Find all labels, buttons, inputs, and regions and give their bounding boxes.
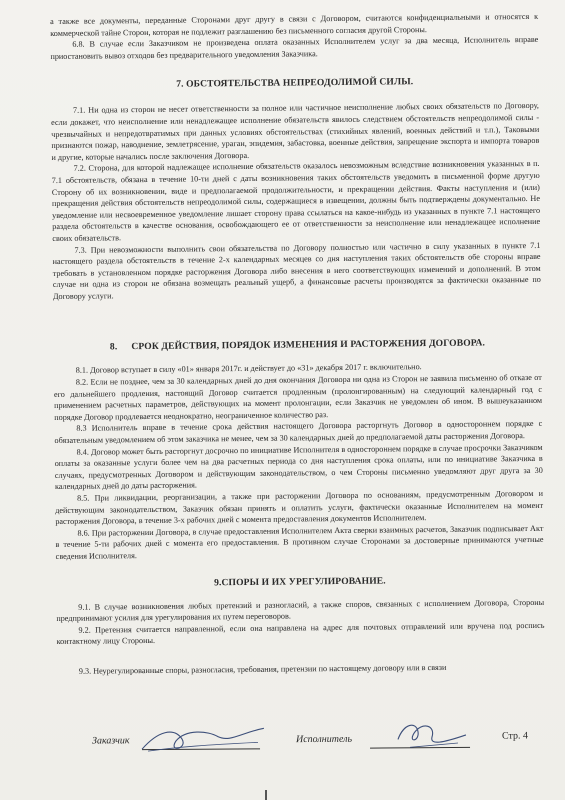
customer-signature (138, 720, 268, 759)
paragraph-7-3: 7.3. При невозможности выполнить свои обязательства по Договору полностью или частично в силу указанных в пункте 7.1 настоящего раздела обстоятельств в течение 2-х календарных месяцев со дня наступления таких обстоятельств обе стороны вправе требовать в установленном порядке расторжения Договора либо внесения в него соответствующих изменений и дополнений. В этом случае ни одна из сторон не обязана возмещать реальный ущерб, а финансовые расчеты производятся за фактически оказанные по Договору услуги. (52, 240, 541, 301)
paragraph-9-3: 9.3. Неурегулированные споры, разногласия, требования, претензии по настоящему договору или в связи (78, 662, 447, 676)
contractor-signature (392, 713, 472, 754)
paragraph-6-7-continuation: а также все документы, переданные Сторонами друг другу в связи с Договором, считаются конфиденциальными и относятся к коммерческой тайне Сторон, которая не подлежит разглашению без письменного согласия другой Стороны. (50, 11, 539, 38)
paragraph-8-2: 8.2. Если не позднее, чем за 30 календарных дней до дня окончания Договора ни одна из Сторон не заявила письменно об отказе от его дальнейшего продления, настоящий Договор считается продленным (пролонгированным) на следующий календарный год с применением расчетных параметров, действующих на момент пролонгации, если Заказчик не уведомлен об ином. В вышеуказанном порядке Договор продлевается неоднократно, неограниченное количество раз. (53, 372, 543, 422)
section-8-number: 8. (109, 341, 118, 353)
section-8-title: СРОК ДЕЙСТВИЯ, ПОРЯДОК ИЗМЕНЕНИЯ И РАСТОРЖЕНИЯ ДОГОВОРА. (131, 337, 486, 353)
paragraph-8-6: 8.6. При расторжении Договора, в случае предоставления Исполнителем Акта сверки взаимных расчетов, Заказчик подписывает Акт в течение 5-ти рабочих дней с момента его предоставления. В противном случае Сторонами за достоверные принимаются учетные сведения Исполнителя. (55, 523, 544, 561)
binder-mark (265, 790, 267, 800)
document-body (50, 11, 545, 678)
paragraph-9-2: 9.2. Претензия считается направленной, если она направлена на адрес для почтовых отправлений или вручена под роспись контактному лицу Стороны. (56, 620, 545, 647)
section-9-heading: 9.СПОРЫ И ИХ УРЕГУЛИРОВАНИЕ. (214, 575, 386, 588)
paragraph-6-8: 6.8. В случае если Заказчиком не произведена оплата оказанных Исполнителем услуг за два месяца, Исполнитель вправе приостановить вывоз отходов без предварительного уведомления Заказчика. (50, 35, 539, 61)
section-7-heading: 7. ОБСТОЯТЕЛЬСТВА НЕПРЕОДОЛИМОЙ СИЛЫ. (176, 76, 414, 91)
paragraph-7-1: 7.1. Ни одна из сторон не несет ответственности за полное или частичное неисполнение любых своих обязательств по Договору, если докажет, что неисполнение или ненадлежащее исполнение обязательств явилось следствием обстоятельств непреодолимой силы - чрезвычайных и непредотвратимых при данных условиях обстоятельствах (стихийных явлений, военных действий и т.п.), Таковыми признаются пожар, наводнение, землетрясение, ураган, эпидемия, забастовка, военные действия, запрещение экспорта и импорта товаров и другие, которые начались после заключения Договора. (51, 101, 540, 162)
contractor-label: Исполнитель (295, 733, 353, 746)
customer-label: Заказчик (91, 735, 130, 747)
paragraph-8-4: 8.4. Договор может быть расторгнут досрочно по инициативе Исполнителя в одностороннем порядке в случае просрочки Заказчиком оплаты за оказанные услуги более чем на два расчетных периода со дня наступления срока оплаты, или по инициативе Заказчика в случаях, предусмотренных Договором и действующим законодательством, о чем Стороны письменно уведомляют друг друга за 30 календарных дней до даты расторжения. (54, 442, 543, 492)
paragraph-7-2: 7.2. Сторона, для которой надлежащее исполнение обязательств оказалось невозможным вследствие возникновения указанных в п. 7.1 обстоятельств, обязана в течение 10-ти дней с даты возникновения таких обстоятельств уведомить в письменной форме другую Сторону об их возникновении, виде и предполагаемой продолжительности, и прекращении действия. Факты наступления и (или) прекращения действия обстоятельств непреодолимой силы, содержащиеся в извещении, должны быть подтверждены документально. Не уведомление или несвоевременное уведомление лишает сторону права ссылаться на какое-нибудь из указанных в пункте 7.1 настоящего раздела обстоятельств в качестве основания, освобождающего ее от ответственности за неисполнение или ненадлежащее исполнение своих обязательств. (51, 159, 541, 243)
signature-footer (92, 726, 532, 759)
paragraph-8-5: 8.5. При ликвидации, реорганизации, а также при расторжении Договора по основаниям, предусмотренным Договором и действующим законодательством, Заказчик обязан принять и оплатить услуги, фактически оказанные Исполнителем на момент расторжения Договора, в течение 3-х рабочих дней с момента предоставления документов Исполнителем. (55, 488, 544, 527)
paragraph-8-1: 8.1. Договор вступает в силу «01» января 2017г. и действует до «31» декабря 2017 г. включительно. (75, 362, 422, 376)
section-8-heading (53, 337, 541, 353)
page-number: Стр. 4 (501, 730, 528, 742)
paragraph-8-3: 8.3 Исполнитель вправе в течение срока действия настоящего Договора расторгнуть Договор в одностороннем порядке с обязательным уведомлением об этом заказчика не менее, чем за 30 календарных дней до предполагаемой даты расторжения Договора. (54, 419, 543, 446)
paragraph-9-1: 9.1. В случае возникновения любых претензий и разногласий, а также споров, связанных с исполнением Договора, Стороны предпринимают усилия для урегулирования их путем переговоров. (56, 597, 545, 624)
